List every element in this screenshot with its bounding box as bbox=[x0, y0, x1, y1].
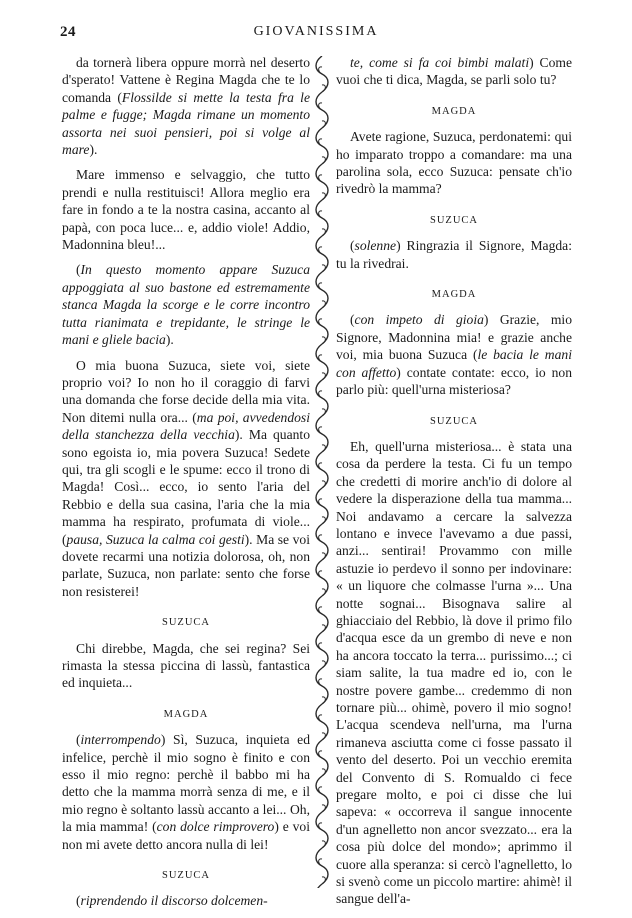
scroll-flourish bbox=[316, 560, 328, 596]
scroll-flourish bbox=[316, 236, 328, 272]
scroll-flourish bbox=[316, 164, 328, 200]
stage-direction: te, come si fa coi bimbi malati bbox=[350, 55, 530, 70]
stage-direction: pausa, Suzuca la calma coi gesti bbox=[66, 531, 245, 547]
speaker-name: SUZUCA bbox=[429, 415, 478, 427]
speaker-name: MAGDA bbox=[431, 289, 477, 301]
text-paragraph bbox=[62, 261, 310, 348]
stage-direction: solenne bbox=[354, 238, 397, 254]
dialogue-text: ) Sì, Suzuca, inquieta ed infelice, perchè il mio sogno è finito e con esso il mio regno: perchè il babbo mi ha detto che la mamma morrà senza di me, e il mio regno è soltanto lassù accanto a lei... Oh, la mia mamma! ( bbox=[62, 732, 310, 835]
scroll-flourish bbox=[316, 416, 328, 452]
speaker-name: SUZUCA bbox=[429, 214, 478, 226]
journal-title: GIOVANISSIMA bbox=[253, 24, 379, 39]
scroll-flourish bbox=[316, 848, 328, 884]
dialogue-text: Chi direbbe, Magda, che sei regina? Sei rimasta la stessa piccina di lassù, fantastica ed inquieta... bbox=[62, 640, 310, 691]
text-paragraph bbox=[62, 892, 310, 909]
stage-direction: con dolce rimprovero bbox=[156, 819, 275, 835]
dialogue-text: O mia buona Suzuca, siete voi, siete proprio voi? Io non ho il coraggio di farvi una domanda che forse decide della mia vita. Non ditemi nulla ora... ( bbox=[62, 357, 310, 425]
text-paragraph bbox=[336, 128, 572, 198]
stage-direction: le bacia le mani con affetto bbox=[336, 347, 572, 380]
text-paragraph bbox=[336, 237, 572, 272]
dialogue-text: ( bbox=[350, 312, 355, 328]
left-column bbox=[62, 54, 310, 918]
dialogue-text: ) Ringrazia il Signore, Magda: tu la rivedrai. bbox=[336, 238, 572, 271]
dialogue-text: Avete ragione, Suzuca, perdonatemi: qui ho imparato troppo a comandare: ma una parolina sola, ecco Suzuca: pensate ch'io rivedrò la mamma? bbox=[336, 129, 572, 197]
scroll-flourish bbox=[316, 524, 328, 560]
text-paragraph bbox=[336, 54, 572, 89]
scroll-flourish bbox=[316, 272, 328, 308]
scroll-flourish bbox=[316, 488, 328, 524]
dialogue-text: ). bbox=[165, 332, 174, 348]
scroll-flourish bbox=[316, 632, 328, 668]
text-paragraph bbox=[336, 311, 572, 398]
dialogue-text: ). Ma quanto sono egoista io, mia povera Suzuca! Sedete qui, tra gli scogli e le spume: ecco il trono di Magda! Così... ecco, io sento l'aria del Rebbio e della sua casina, l'aria che la mia mamma ha respirato, profumata di viole... ( bbox=[62, 427, 311, 547]
dialogue-text: Eh, quell'urna misteriosa... è stata una cosa da perdere la testa. Ci fu un tempo che credetti di morire anch'io di dolore al vedere la disperazione della tua mamma... Noi andavamo a cercare la salvezza lontano e invece l'avevamo a due passi, anzi... sentirai! Provammo con mille astuzie io perdevo il sonno per indovinare: « un liquore che colmasse l'urna »... Una notte sognai... Bisognava salire al ghiacciaio del Rebbio, là dove il primo filo d'acqua esce da un grembo di neve e non ha ancora toccato la terra... purissimo...; ci siam salite, la tua madre ed io, con le nostre povere gambe... credemmo di non tornare più... ohimè, povero il mio sogno! L'acqua scendeva nell'urna, ma l'urna rimaneva asciutta come ci fosse passato il vento del deserto. Poi un vecchio eremita del Convento di S. Romualdo ci fece pregare molto, e poi ci disse che lui sapeva: « occorreva il sangue innocente d'un agnelletto non ancor svezzato... era la cosa più dolce del mondo»; aprimmo il cuore alla speranza: si cercò l'agnelletto, lo si svenò come un piccolo martire: ahimè! il sangue dell'a- bbox=[336, 438, 572, 907]
dialogue-text: ( bbox=[350, 238, 355, 254]
dialogue-text: ) e voi non mi avete detto ancora nulla di lei! bbox=[62, 819, 310, 852]
scroll-flourish bbox=[316, 128, 328, 164]
text-paragraph bbox=[62, 731, 310, 853]
dialogue-text: ( bbox=[76, 262, 81, 278]
stage-direction: interrompendo bbox=[80, 732, 161, 748]
scroll-flourish bbox=[316, 740, 328, 776]
stage-direction: Flossilde si mette la testa fra le palme e fugge; Magda rimane un momento assorta nei suoi pensieri, poi si volge al mare bbox=[62, 89, 310, 158]
speaker-name: SUZUCA bbox=[161, 870, 210, 882]
vertical-ornament-divider bbox=[311, 56, 333, 888]
text-paragraph bbox=[336, 438, 572, 908]
scroll-flourish bbox=[316, 884, 328, 888]
speaker-name: MAGDA bbox=[163, 708, 209, 720]
scroll-flourish bbox=[316, 56, 328, 92]
text-paragraph bbox=[62, 640, 310, 692]
page-number: 24 bbox=[60, 24, 76, 40]
scroll-flourish bbox=[316, 344, 328, 380]
scroll-flourish bbox=[316, 668, 328, 704]
scroll-flourish bbox=[316, 704, 328, 740]
stage-direction: ma poi, avvedendosi della stanchezza della vecchia bbox=[62, 409, 310, 443]
right-column bbox=[336, 54, 572, 916]
text-paragraph bbox=[62, 54, 310, 158]
dialogue-text: da tornerà libera oppure morrà nel deserto d'sperato! Vattene è Regina Magda che te lo comanda ( bbox=[62, 55, 310, 105]
scroll-flourish bbox=[316, 92, 328, 128]
stage-direction: con impeto di gioia bbox=[354, 312, 484, 328]
scroll-flourish bbox=[316, 776, 328, 812]
dialogue-text: ) Grazie, mio Signore, Madonnina mia! e grazie anche voi, mia buona Suzuca ( bbox=[336, 312, 572, 363]
text-paragraph bbox=[62, 357, 310, 601]
dialogue-text: Mare immenso e selvaggio, che tutto prendi e nulla restituisci! Allora meglio era fare in fondo a te la nostra casina, accanto al papà, con poca luce... e, addio viole! Addio, Madonnina bleu!... bbox=[62, 167, 310, 253]
scroll-flourish bbox=[316, 380, 328, 416]
stage-direction: In questo momento appare Suzuca appoggiata al suo bastone ed estremamente stanca Magda la scorge e le corre incontro tutta rianimata e trepidante, le stringe le mani e gliele bacia bbox=[62, 262, 310, 348]
page-header bbox=[0, 24, 632, 46]
dialogue-text: ). bbox=[89, 142, 98, 158]
scroll-flourish bbox=[316, 308, 328, 344]
text-paragraph bbox=[62, 166, 310, 253]
scroll-flourish bbox=[316, 812, 328, 848]
scroll-flourish bbox=[316, 200, 328, 236]
dialogue-text: ). Ma se voi dovete recarmi una notizia dolorosa, oh, non parlate, Suzuca, non parlate: sento che forse non resisterei! bbox=[62, 531, 310, 599]
dialogue-text: ) Come vuoi che ti dica, Magda, se parli solo tu? bbox=[336, 55, 573, 88]
scroll-flourish bbox=[316, 452, 328, 488]
dialogue-text: ( bbox=[76, 732, 81, 748]
speaker-name: MAGDA bbox=[431, 105, 477, 117]
stage-direction: riprendendo il discorso dolcemen- bbox=[80, 893, 268, 909]
speaker-name: SUZUCA bbox=[161, 617, 210, 629]
dialogue-text: ) contate contate: ecco, io non parlo più: quell'urna misteriosa? bbox=[336, 364, 572, 398]
scroll-flourish bbox=[316, 596, 328, 632]
dialogue-text: ( bbox=[76, 893, 81, 909]
